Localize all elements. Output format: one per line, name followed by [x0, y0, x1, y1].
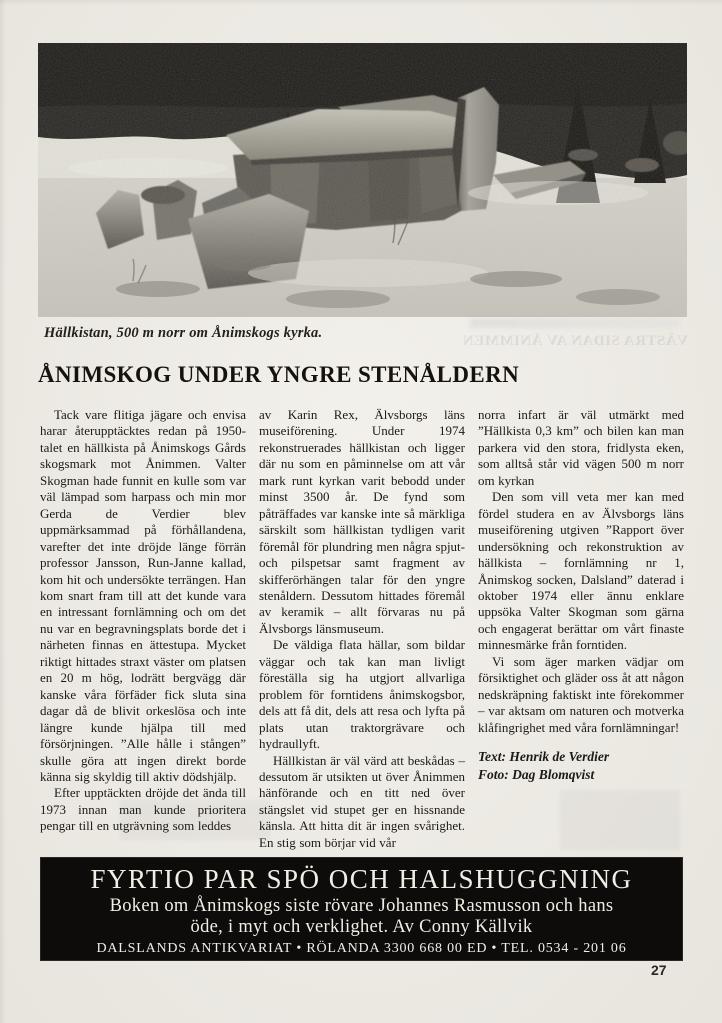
- paragraph: Vi som äger marken vädjar om försiktighet och gläder oss åt att någon nedskräpning faktiskt inte förekommer – var aktsam om naturen och motverka klåfingrighet med våra fornlämningar!: [478, 653, 684, 735]
- advert-contact: DALSLANDS ANTIKVARIAT • RÖLANDA 3300 668 00 ED • TEL. 0534 - 201 06: [96, 941, 627, 956]
- advert-subtitle-line2: öde, i myt och verklighet. Av Conny Källvik: [190, 916, 533, 937]
- photo-credit: Foto: Dag Blomqvist: [478, 767, 595, 783]
- text-credit: Text: Henrik de Verdier: [478, 749, 610, 765]
- paragraph: Tack vare flitiga jägare och envisa harar återupptäcktes redan på 1950-talet en hällkista på Ånimskogs Gårds skogsmark mot Ånimmen. Valter Skogman hade funnit en kulle som var väl lämpad som harpass och min mor Gerda de Verdier blev uppmärksammad på förhållandena, varefter det inte dröjde länge förrän professor Jansson, Run-Janne kallad, kom hit och undersökte terrängen. Han kom snart fram till att det kunde vara en intressant fornlämning och om det nu var en begravningsplats borde det i närheten finnas en ättestupa. Mycket riktigt hittades straxt väster om platsen en 20 m hög, lodrätt bergvägg där kanske våra förfäder fick sluta sina dagar då de blivit orkeslösa och inte längre kunde hjälpa till med försörjningen. ”Alle hålle i stången” skulle göra att ingen direkt borde känna sig skyldig till aktiv dödshjälp.: [40, 407, 246, 784]
- article-column-3: [478, 407, 684, 857]
- paragraph: De väldiga flata hällar, som bildar väggar och tak kan man livligt föreställa sig ha utgjort allvarliga problem för forntidens ånimskogsbor, dels att få dit, dels att resa och lyfta på plats utan traktorgrävare och hydraullyft.: [259, 637, 465, 752]
- article-column-2: [259, 407, 465, 857]
- advert-subtitle-line1: Boken om Ånimskogs siste rövare Johannes Rasmusson och hans: [109, 896, 614, 916]
- advertisement-box: [40, 857, 683, 961]
- page-number: 27: [651, 962, 667, 978]
- bleed-through-smudge: [470, 318, 680, 328]
- article-body: [40, 407, 685, 857]
- hallkista-photo-illustration: [38, 43, 687, 317]
- paragraph: Hällkistan är väl värd att beskådas – dessutom är utsikten ut över Ånimmen hänförande och en titt ned över stängslet vid stupet ger en hissnande känsla. Att hitta dit är ingen svårighet. En stig som börjar vid vår: [259, 752, 465, 850]
- article-column-1: [40, 407, 246, 857]
- article-headline: ÅNIMSKOG UNDER YNGRE STENÅLDERN: [38, 362, 520, 387]
- advert-title: FYRTIO PAR SPÖ OCH HALSHUGGNING: [90, 864, 633, 894]
- paragraph: norra infart är väl utmärkt med ”Hällkista 0,3 km” och bilen kan man parkera vid den stora, fridlysta eken, som alltså står vid vägen 500 m norr om kyrkan: [478, 407, 684, 488]
- photo-caption: Hällkistan, 500 m norr om Ånimskogs kyrka.: [44, 325, 323, 341]
- bleed-through-text: VÄSTRA SIDAN AV ÅNIMMEN: [462, 333, 688, 349]
- byline: [478, 748, 684, 784]
- article-photo: [38, 43, 687, 317]
- paragraph: av Karin Rex, Älvsborgs läns museiförening. Under 1974 rekonstruerades hällkistan och ligger där nu som en påminnelse om att vår mark runt kyrkan varit bebodd under minst 3500 år. De fynd som påträffades var kanske inte så märkliga särskilt som hällkistan tydligen varit föremål för plundring men några spjut- och pilspetsar samt fragment av skifferörhängen talar för den yngre stenåldern. Dessutom hittades föremål av keramik – allt förvaras nu på Älvsborgs länsmuseum.: [259, 407, 465, 636]
- paragraph: Den som vill veta mer kan med fördel studera en av Älvsborgs läns museiförening utgiven ”Rapport över undersökning och rekonstruktion av hällkista – fornlämning nr 1, Ånimskog socken, Dalsland” daterad i oktober 1974 eller ännu enklare uppsöka Valter Skogman som gärna och engagerat berättar om vårt finaste minnesmärke från forntiden.: [478, 489, 684, 653]
- paragraph: Efter upptäckten dröjde det ända till 1973 innan man kunde prioritera pengar till en utgrävning som leddes: [40, 785, 246, 834]
